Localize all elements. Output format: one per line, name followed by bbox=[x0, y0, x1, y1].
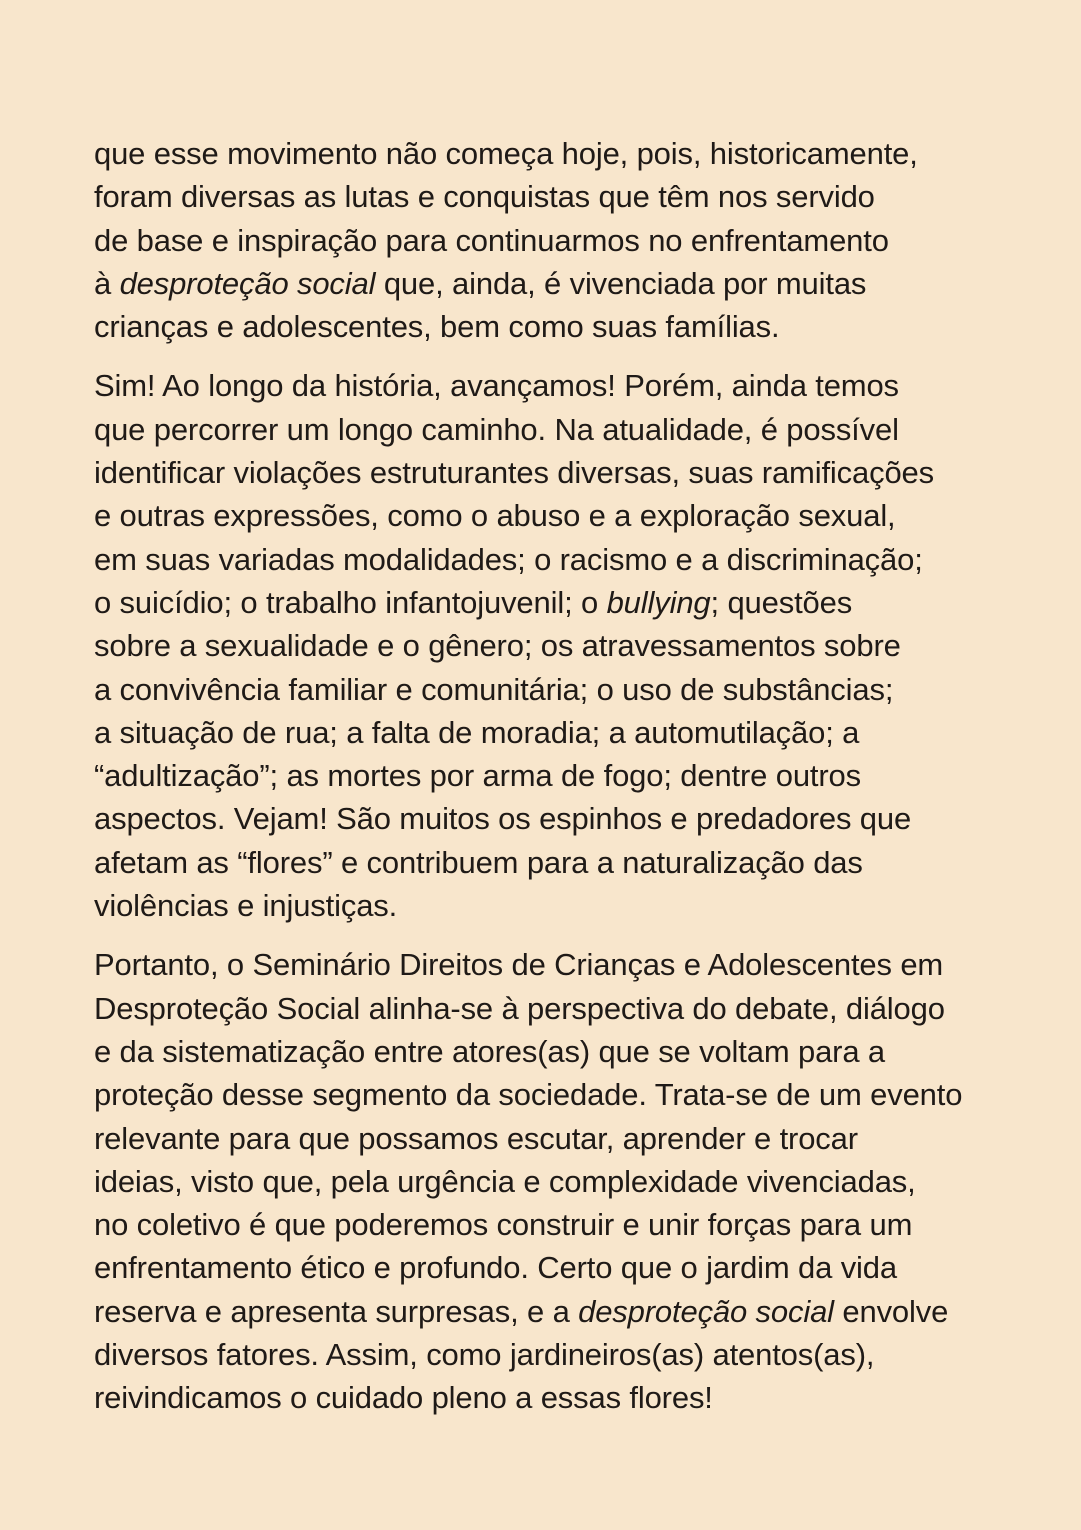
text-segment: ; questões bbox=[710, 584, 853, 620]
text-line: que percorrer um longo caminho. Na atualidade, é possível bbox=[94, 411, 899, 447]
text-line: “adultização”; as mortes por arma de fogo; dentre outros bbox=[94, 758, 861, 794]
body-text bbox=[94, 132, 1054, 1436]
text-line: em suas variadas modalidades; o racismo e a discriminação; bbox=[94, 541, 923, 577]
italic-term: desproteção social bbox=[119, 265, 376, 301]
text-line: proteção desse segmento da sociedade. Trata-se de um evento bbox=[94, 1077, 963, 1113]
text-line: Portanto, o Seminário Direitos de Crianças e Adolescentes em bbox=[94, 947, 944, 983]
text-line: sobre a sexualidade e o gênero; os atravessamentos sobre bbox=[94, 628, 901, 664]
text-line: crianças e adolescentes, bem como suas famílias. bbox=[94, 309, 780, 345]
text-line: aspectos. Vejam! São muitos os espinhos e predadores que bbox=[94, 801, 912, 837]
italic-term: desproteção social bbox=[578, 1293, 834, 1329]
text-line: foram diversas as lutas e conquistas que têm nos servido bbox=[94, 179, 875, 215]
text-line bbox=[94, 1290, 1054, 1333]
text-line: a convivência familiar e comunitária; o uso de substâncias; bbox=[94, 671, 894, 707]
text-line: ideias, visto que, pela urgência e complexidade vivenciadas, bbox=[94, 1163, 916, 1199]
text-segment: que, ainda, é vivenciada por muitas bbox=[375, 265, 867, 301]
text-segment: o suicídio; o trabalho infantojuvenil; o bbox=[94, 584, 607, 620]
text-line: Desproteção Social alinha-se à perspectiva do debate, diálogo bbox=[94, 990, 945, 1026]
italic-term: bullying bbox=[606, 584, 711, 620]
text-line: identificar violações estruturantes diversas, suas ramificações bbox=[94, 455, 934, 491]
text-segment: à bbox=[94, 265, 120, 301]
text-line: de base e inspiração para continuarmos no enfrentamento bbox=[94, 222, 889, 258]
text-line: a situação de rua; a falta de moradia; a automutilação; a bbox=[94, 714, 860, 750]
text-line: Sim! Ao longo da história, avançamos! Porém, ainda temos bbox=[94, 368, 899, 404]
text-line bbox=[94, 262, 1054, 305]
text-segment: reserva e apresenta surpresas, e a bbox=[94, 1293, 579, 1329]
text-segment: envolve bbox=[833, 1293, 949, 1329]
text-line bbox=[94, 581, 1054, 624]
text-line: e da sistematização entre atores(as) que se voltam para a bbox=[94, 1033, 885, 1069]
text-line: diversos fatores. Assim, como jardineiros(as) atentos(as), bbox=[94, 1337, 875, 1373]
paragraph bbox=[94, 943, 1054, 1419]
text-line: reivindicamos o cuidado pleno a essas flores! bbox=[94, 1380, 713, 1416]
text-line: violências e injustiças. bbox=[94, 888, 398, 924]
paragraph bbox=[94, 132, 1054, 348]
text-line: afetam as “flores” e contribuem para a naturalização das bbox=[94, 844, 863, 880]
paragraph bbox=[94, 364, 1054, 927]
text-line: enfrentamento ético e profundo. Certo que o jardim da vida bbox=[94, 1250, 897, 1286]
text-line: no coletivo é que poderemos construir e unir forças para um bbox=[94, 1207, 913, 1243]
text-line: que esse movimento não começa hoje, pois, historicamente, bbox=[94, 136, 918, 171]
text-line: relevante para que possamos escutar, aprender e trocar bbox=[94, 1120, 858, 1156]
text-line: e outras expressões, como o abuso e a exploração sexual, bbox=[94, 498, 896, 534]
